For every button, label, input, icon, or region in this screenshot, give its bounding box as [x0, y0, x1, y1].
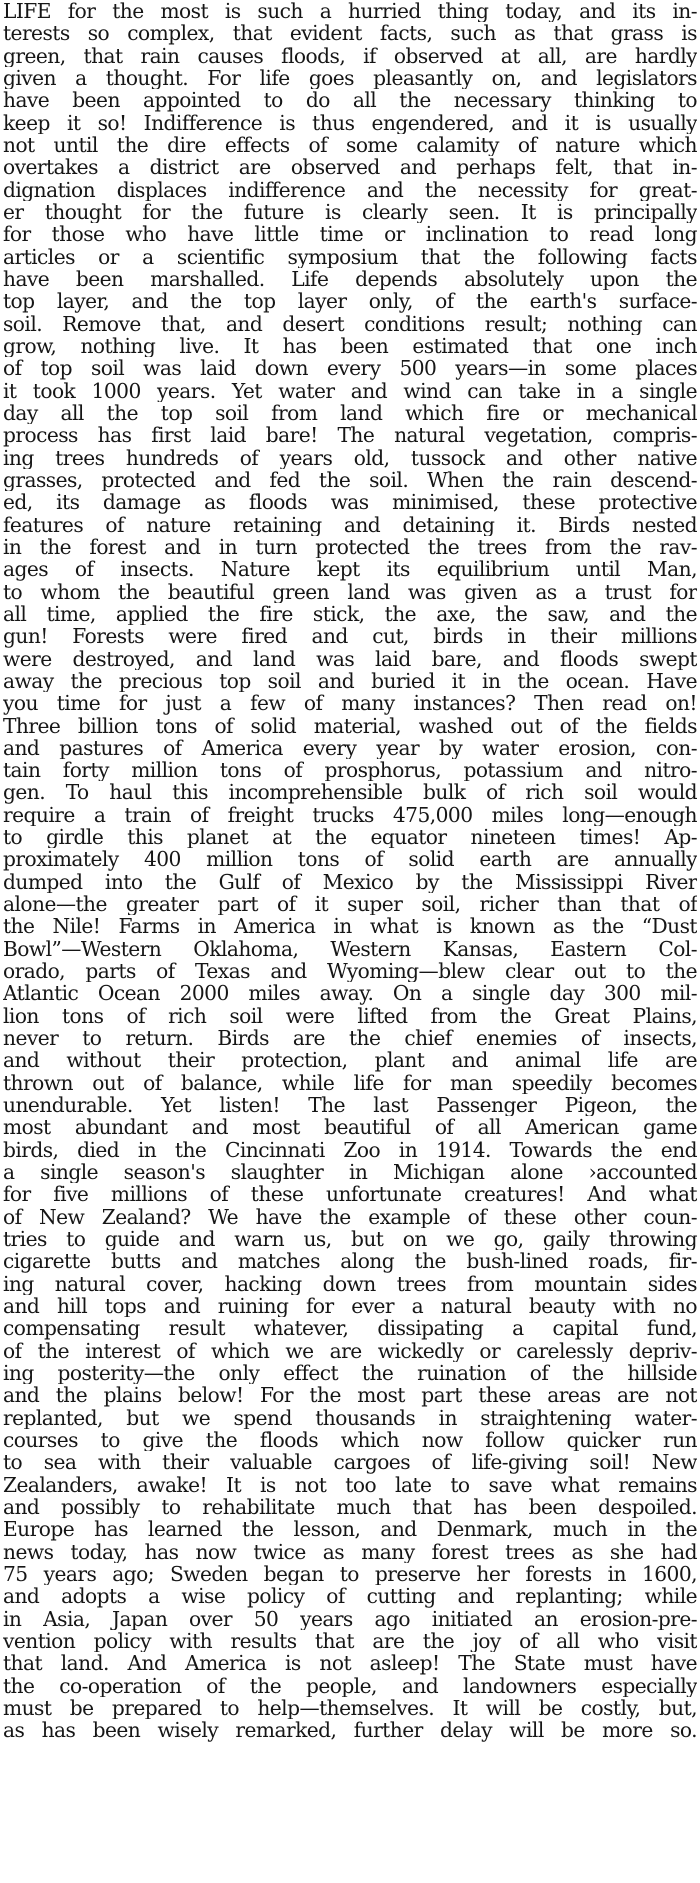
text-line: were destroyed, and land was laid bare, and floods swept [3, 647, 697, 670]
text-line: Three billion tons of solid material, washed out of the fields [3, 714, 697, 737]
text-line: that land. And America is not asleep! The State must have [3, 1652, 697, 1675]
text-line: and pastures of America every year by water erosion, con- [3, 736, 697, 760]
text-line: cigarette butts and matches along the bush-lined roads, fir- [3, 1250, 697, 1273]
text-line: ing trees hundreds of years old, tussock and other native [3, 446, 697, 469]
text-line: require a train of freight trucks 475,000 miles long—enough [3, 803, 697, 827]
text-line: a single season's slaughter in Michigan alone ›accounted [3, 1161, 697, 1184]
text-line: and without their protection, plant and animal life are [3, 1049, 697, 1072]
text-line: and possibly to rehabilitate much that has been despoiled. [3, 1495, 697, 1519]
text-line: news today, has now twice as many forest trees as she had [3, 1540, 697, 1563]
text-line: gen. To haul this incomprehensible bulk of rich soil would [3, 781, 697, 804]
text-line: and adopts a wise policy of cutting and replanting; while [3, 1585, 697, 1608]
text-line: must be prepared to help—themselves. It will be costly, but, [3, 1696, 697, 1720]
text-line: all time, applied the fire stick, the axe, the saw, and the [3, 602, 697, 626]
text-line: never to return. Birds are the chief enemies of insects, [3, 1027, 697, 1050]
text-line: top layer, and the top layer only, of the earth's surface- [3, 290, 697, 313]
text-line: Zealanders, awake! It is not too late to save what remains [3, 1473, 697, 1496]
text-line: for five millions of these unfortunate creatures! And what [3, 1183, 697, 1206]
text-line: ed, its damage as floods was minimised, these protective [3, 491, 697, 514]
text-line: process has first laid bare! The natural vegetation, compris- [3, 424, 697, 447]
text-line: of top soil was laid down every 500 years—in some places [3, 357, 697, 380]
text-line: orado, parts of Texas and Wyoming—blew clear out to the [3, 960, 697, 983]
text-line: to sea with their valuable cargoes of life-giving soil! New [3, 1451, 697, 1474]
text-line: soil. Remove that, and desert conditions result; nothing can [3, 312, 697, 335]
text-line: overtakes a district are observed and perhaps felt, that in- [3, 156, 697, 179]
text-line: and the plains below! For the most part these areas are not [3, 1384, 697, 1407]
text-line: the Nile! Farms in America in what is known as the “Dust [3, 915, 697, 938]
text-line: ages of insects. Nature kept its equilibrium until Man, [3, 558, 697, 581]
text-line: away the precious top soil and buried it in the ocean. Have [3, 669, 697, 693]
text-line: ing natural cover, hacking down trees from mountain sides [3, 1272, 697, 1296]
text-line: articles or a scientific symposium that the following facts [3, 245, 697, 268]
text-line: vention policy with results that are the joy of all who visit [3, 1629, 697, 1653]
text-line: in the forest and in turn protected the trees from the rav- [3, 535, 697, 559]
text-line: lion tons of rich soil were lifted from the Great Plains, [3, 1004, 697, 1028]
text-line: replanted, but we spend thousands in straightening water- [3, 1406, 697, 1429]
text-line: er thought for the future is clearly seen. It is principally [3, 200, 697, 224]
text-line: birds, died in the Cincinnati Zoo in 1914. Towards the end [3, 1138, 697, 1162]
text-line: Europe has learned the lesson, and Denmark, much in the [3, 1518, 697, 1541]
text-line: Bowl”—Western Oklahoma, Western Kansas, Eastern Col- [3, 937, 697, 961]
text-line: to girdle this planet at the equator nineteen times! Ap- [3, 826, 697, 849]
text-line: day all the top soil from land which fire or mechanical [3, 401, 697, 425]
text-line: the co-operation of the people, and landowners especially [3, 1674, 697, 1697]
text-line: dignation displaces indifference and the necessity for great- [3, 178, 697, 201]
text-line: LIFE for the most is such a hurried thing today, and its in- [3, 0, 697, 23]
text-line: have been appointed to do all the necessary thinking to [3, 89, 697, 112]
text-line: most abundant and most beautiful of all American game [3, 1116, 697, 1139]
text-line: in Asia, Japan over 50 years ago initiated an erosion-pre- [3, 1607, 697, 1630]
text-line: gun! Forests were fired and cut, birds in their millions [3, 625, 697, 648]
text-line: you time for just a few of many instances? Then read on! [3, 692, 697, 715]
text-line: it took 1000 years. Yet water and wind can take in a single [3, 379, 697, 402]
text-line: thrown out of balance, while life for man speedily becomes [3, 1071, 697, 1095]
text-line: alone—the greater part of it super soil, richer than that of [3, 893, 697, 916]
text-line: as has been wisely remarked, further delay will be more so. [3, 1719, 697, 1742]
text-line: for those who have little time or inclination to read long [3, 223, 697, 246]
text-line: to whom the beautiful green land was given as a trust for [3, 580, 697, 603]
text-line: given a thought. For life goes pleasantly on, and legislators [3, 66, 697, 90]
article-body [3, 0, 697, 1764]
text-line: dumped into the Gulf of Mexico by the Mississippi River [3, 870, 697, 894]
text-line: of the interest of which we are wickedly or carelessly depriv- [3, 1339, 697, 1363]
text-line: proximately 400 million tons of solid earth are annually [3, 848, 697, 871]
text-line: 75 years ago; Sweden began to preserve her forests in 1600, [3, 1562, 697, 1586]
text-line: features of nature retaining and detaining it. Birds nested [3, 513, 697, 536]
text-line: grow, nothing live. It has been estimated that one inch [3, 334, 697, 358]
text-line: keep it so! Indifference is thus engendered, and it is usually [3, 111, 697, 134]
text-line: have been marshalled. Life depends absolutely upon the [3, 267, 697, 291]
text-line: grasses, protected and fed the soil. When the rain descend- [3, 468, 697, 492]
text-line: of New Zealand? We have the example of these other coun- [3, 1205, 697, 1229]
text-line: ing posterity—the only effect the ruination of the hillside [3, 1362, 697, 1385]
text-line: terests so complex, that evident facts, such as that grass is [3, 22, 697, 45]
text-line: not until the dire effects of some calamity of nature which [3, 133, 697, 157]
text-line: compensating result whatever, dissipating a capital fund, [3, 1317, 697, 1340]
text-line: and hill tops and ruining for ever a natural beauty with no [3, 1295, 697, 1318]
text-line: unendurable. Yet listen! The last Passenger Pigeon, the [3, 1094, 697, 1117]
text-line: Atlantic Ocean 2000 miles away. On a single day 300 mil- [3, 982, 697, 1005]
text-line: green, that rain causes floods, if observed at all, are hardly [3, 44, 697, 67]
text-line: courses to give the floods which now follow quicker run [3, 1429, 697, 1452]
text-line: tain forty million tons of prosphorus, potassium and nitro- [3, 759, 697, 782]
text-line [3, 1742, 697, 1764]
text-line: tries to guide and warn us, but on we go, gaily throwing [3, 1228, 697, 1251]
